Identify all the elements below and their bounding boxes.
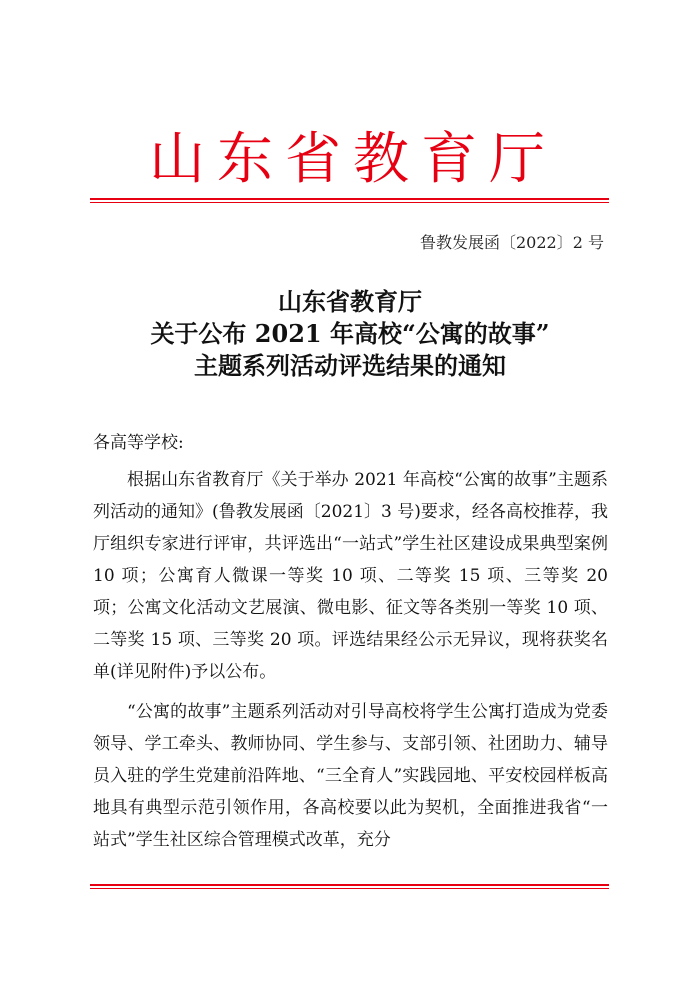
title-line-3: 主题系列活动评选结果的通知 <box>194 351 506 380</box>
header-rule-thin <box>90 202 609 203</box>
title-line-1: 山东省教育厅 <box>278 287 422 316</box>
body-paragraph-1: 根据山东省教育厅《关于举办 2021 年高校“公寓的故事”主题系列活动的通知》(鲁教发展函〔2021〕3 号)要求，经各高校推荐，我厅组织专家进行评审，共评选出“一站式”学生社区建设成果典型案例 10 项；公寓育人微课一等奖 10 项、二等奖 15 项、三等奖 20 项；公寓文化活动文艺展演、微电影、征文等各类别一等奖 10 项、二等奖 15 项、三等奖 20 项。评选结果经公示无异议，现将获奖名单(详见附件)予以公布。 <box>93 470 608 682</box>
footer-rule-thick <box>90 884 609 886</box>
footer-rule-thin <box>90 888 609 889</box>
agency-header: 山东省教育厅 <box>149 127 557 192</box>
title-line-2: 关于公布 2021 年高校“公寓的故事” <box>150 319 550 348</box>
body-paragraph-2: “公寓的故事”主题系列活动对引导高校将学生公寓打造成为党委领导、学工牵头、教师协同、学生参与、支部引领、社团助力、辅导员入驻的学生党建前沿阵地、“三全育人”实践园地、平安校园样板高地具有典型示范引领作用，各高校要以此为契机，全面推进我省“一站式”学生社区综合管理模式改革，充分 <box>93 702 608 850</box>
header-rule-thick <box>90 198 609 200</box>
document-title <box>0 286 700 382</box>
document-number: 鲁教发展函〔2022〕2 号 <box>420 233 604 252</box>
document-body <box>93 464 608 864</box>
salutation: 各高等学校: <box>93 433 184 453</box>
